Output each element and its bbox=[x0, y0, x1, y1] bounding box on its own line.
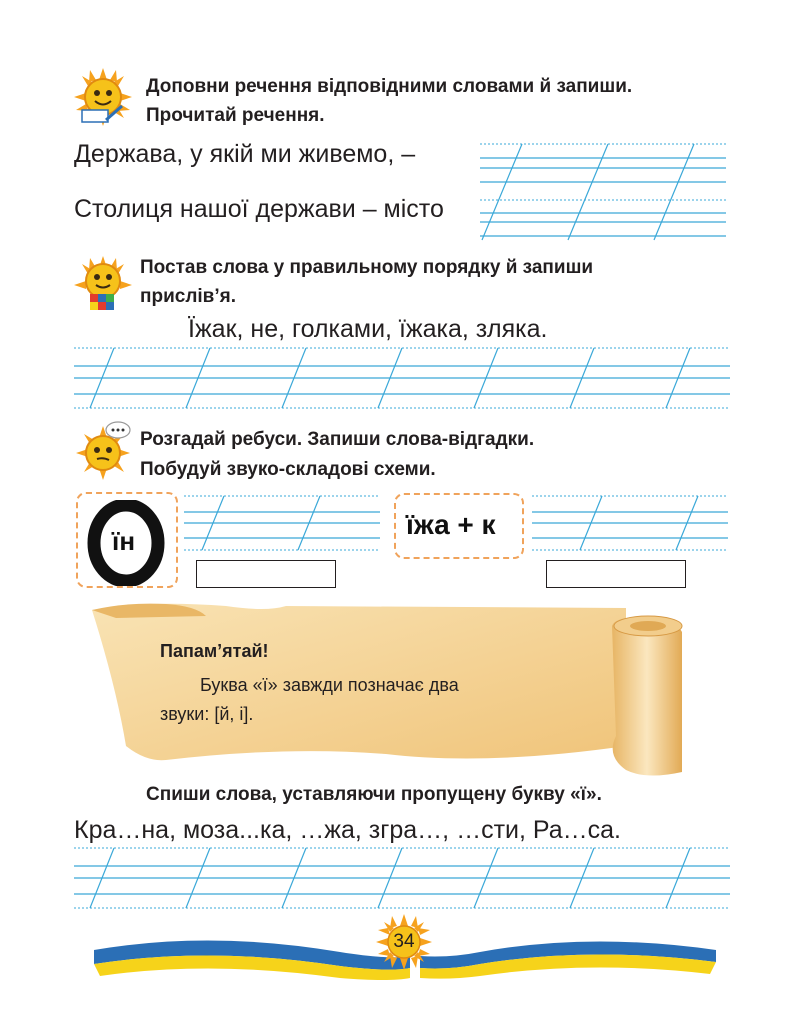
task4-words: Кра…на, моза...ка, …жа, згра…, …сти, Ра…са. bbox=[74, 816, 621, 844]
task1-writing-lines[interactable] bbox=[470, 140, 730, 250]
task4-writing-lines[interactable] bbox=[74, 844, 730, 914]
rebus1-writing-lines[interactable] bbox=[184, 492, 380, 554]
task2-words: Їжак, не, голками, їжака, зляка. bbox=[188, 315, 548, 343]
rebus2-text: їжа + к bbox=[406, 509, 496, 540]
rebus1-scheme-box[interactable] bbox=[196, 560, 336, 588]
rebus2-scheme-box[interactable] bbox=[546, 560, 686, 588]
task3-title-line1: Розгадай ребуси. Запиши слова-відгадки. bbox=[140, 429, 535, 450]
task1-title-line1: Доповни речення відповідними словами й запиши. bbox=[146, 76, 633, 97]
memo-title: Папам’ятай! bbox=[160, 641, 269, 661]
task1-sentence2: Столиця нашої держави – місто bbox=[74, 195, 444, 223]
page-number: 34 bbox=[393, 931, 415, 952]
task3-sun-icon bbox=[72, 420, 134, 482]
task2-sun-icon bbox=[72, 254, 134, 316]
memo-line1: Буква «ї» завжди позначає два bbox=[200, 675, 459, 695]
task2-title-line1: Постав слова у правильному порядку й запиши bbox=[140, 257, 594, 278]
rebus2-writing-lines[interactable] bbox=[532, 492, 728, 554]
rebus1-text: їн bbox=[112, 526, 136, 556]
task3-title-line2: Побудуй звуко-складові схеми. bbox=[140, 459, 436, 480]
task2-writing-lines[interactable] bbox=[74, 344, 730, 414]
task1-sentence1: Держава, у якій ми живемо, – bbox=[74, 140, 416, 168]
task1-title-line2: Прочитай речення. bbox=[146, 105, 325, 126]
task1-sun-icon bbox=[72, 66, 134, 128]
task4-title: Спиши слова, уставляючи пропущену букву «ї». bbox=[146, 784, 602, 805]
memo-line2: звуки: [й, і]. bbox=[160, 704, 254, 724]
task2-title-line2: прислів’я. bbox=[140, 286, 237, 307]
